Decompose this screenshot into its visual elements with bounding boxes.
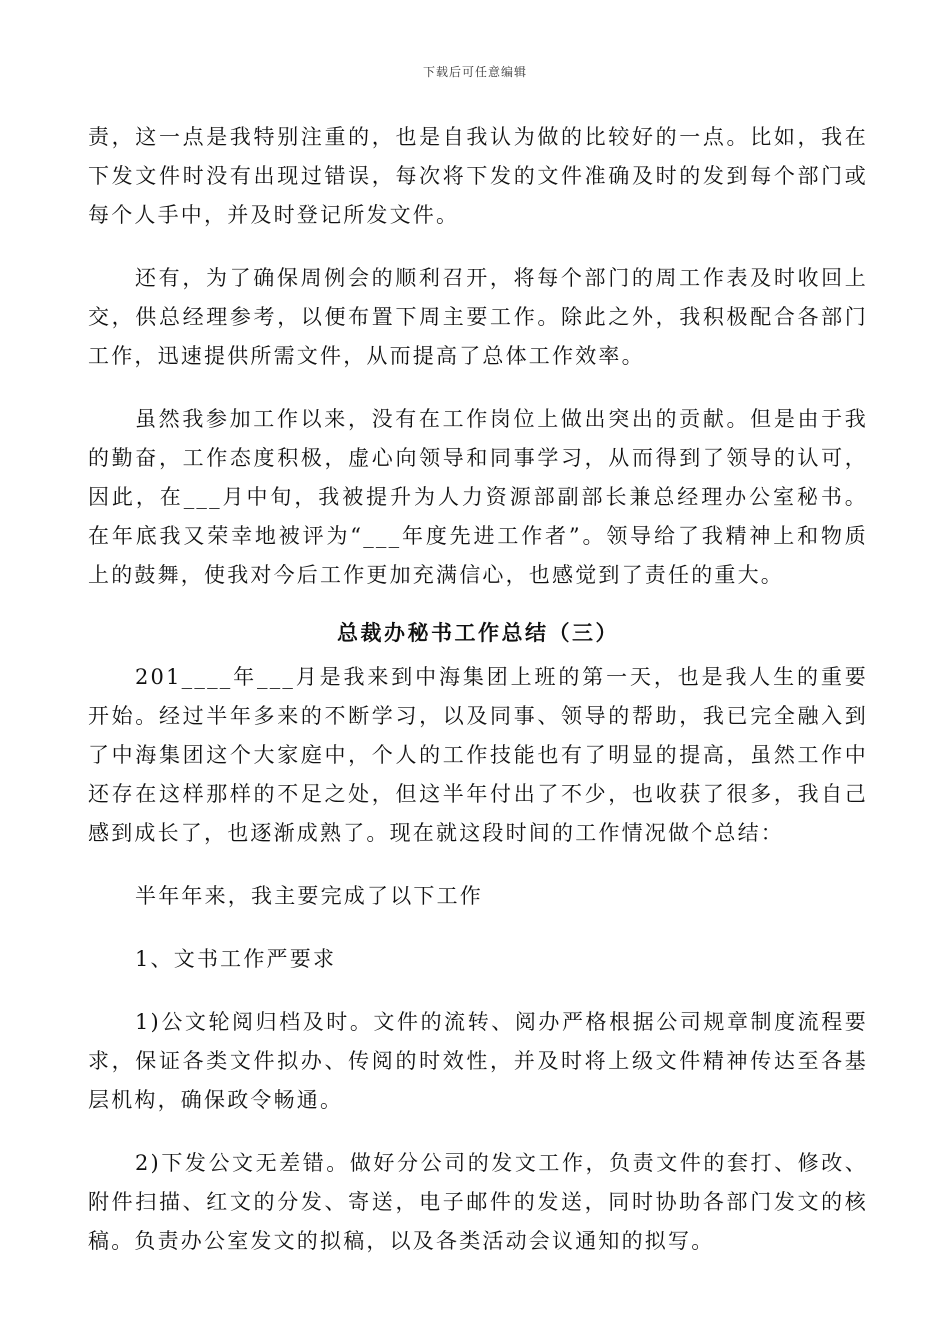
paragraph-1: 责，这一点是我特别注重的，也是自我认为做的比较好的一点。比如，我在下发文件时没有出现过错误，每次将下发的文件准确及时的发到每个部门或每个人手中，并及时登记所发文件。 (88, 125, 868, 227)
paragraph-4: 201____年___月是我来到中海集团上班的第一天，也是我人生的重要开始。经过半年多来的不断学习，以及同事、领导的帮助，我已完全融入到了中海集团这个大家庭中，个人的工作技能也有了明显的提高，虽然工作中还存在这样那样的不足之处，但这半年付出了不少，也收获了很多，我自己感到成长了，也逐渐成熟了。现在就这段时间的工作情况做个总结： (88, 665, 868, 845)
paragraph-3: 虽然我参加工作以来，没有在工作岗位上做出突出的贡献。但是由于我的勤奋，工作态度积极，虚心向领导和同事学习，从而得到了领导的认可，因此，在___月中旬，我被提升为人力资源部副部长兼总经理办公室秘书。在年底我又荣幸地被评为“___年度先进工作者”。领导给了我精神上和物质上的鼓舞，使我对今后工作更加充满信心，也感觉到了责任的重大。 (88, 407, 868, 587)
paragraph-2: 还有，为了确保周例会的顺利召开，将每个部门的周工作表及时收回上交，供总经理参考，以便布置下周主要工作。除此之外，我积极配合各部门工作，迅速提供所需文件，从而提高了总体工作效率。 (88, 266, 868, 368)
paragraph-7: 1)公文轮阅归档及时。文件的流转、阅办严格根据公司规章制度流程要求，保证各类文件拟办、传阅的时效性，并及时将上级文件精神传达至各基层机构，确保政令畅通。 (88, 1010, 868, 1112)
paragraph-8: 2)下发公文无差错。做好分公司的发文工作，负责文件的套打、修改、附件扫描、红文的分发、寄送，电子邮件的发送，同时协助各部门发文的核稿。负责办公室发文的拟稿，以及各类活动会议通知的拟写。 (88, 1151, 868, 1253)
paragraph-6: 1、文书工作严要求 (135, 947, 337, 971)
header-note: 下载后可任意编辑 (422, 65, 527, 79)
section-title: 总裁办秘书工作总结（三） (337, 620, 619, 645)
document-body (88, 118, 868, 1261)
paragraph-5: 半年年来，我主要完成了以下工作 (135, 884, 483, 908)
